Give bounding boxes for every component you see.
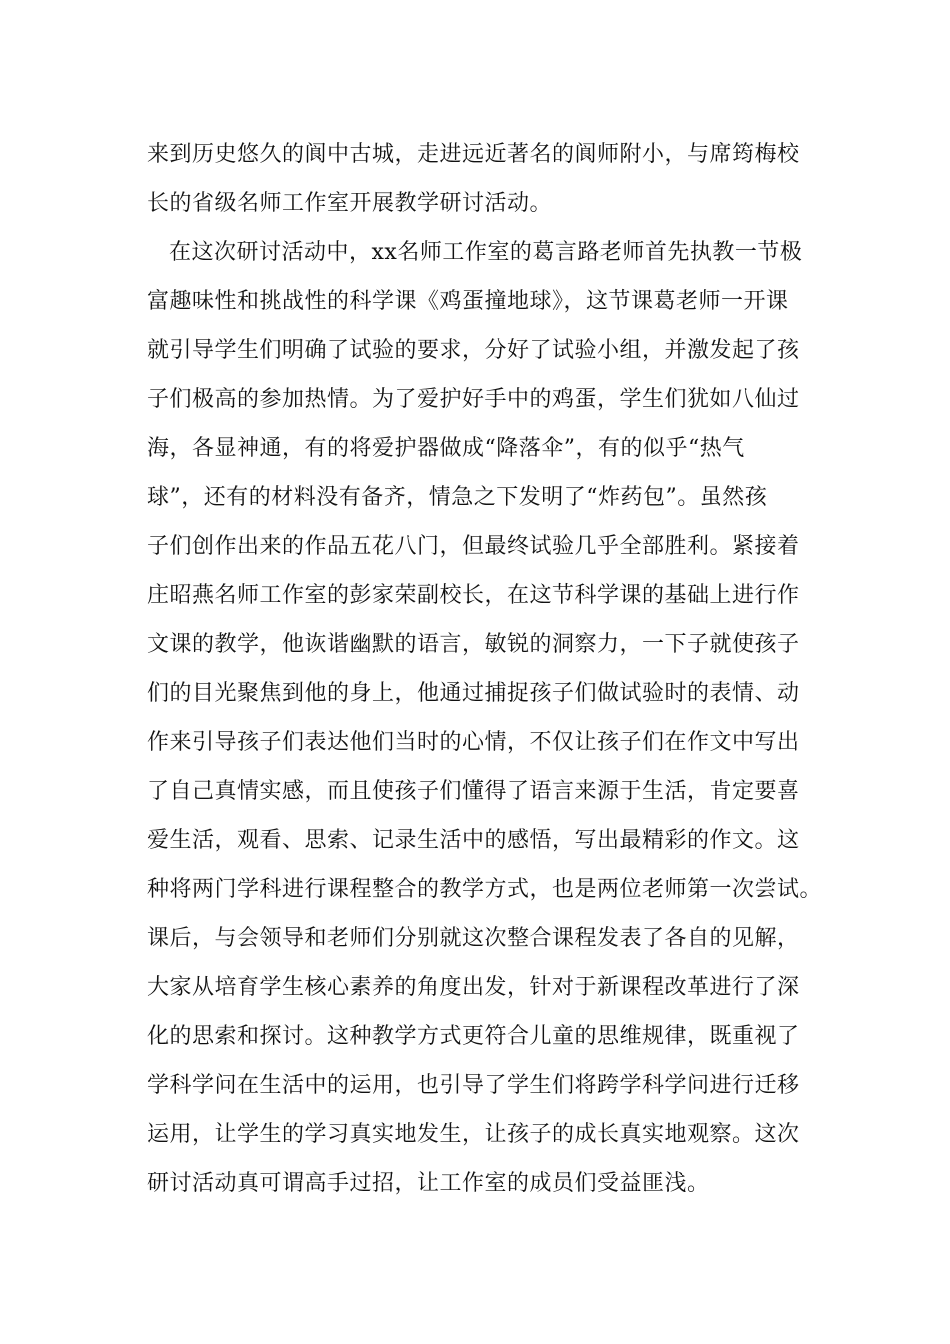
text-line: 来到历史悠久的阆中古城，走进远近著名的阆师附小，与席筠梅校 [147, 142, 800, 167]
text-line: 大家从培育学生核心素养的角度出发，针对于新课程改革进行了深 [147, 975, 800, 1000]
text-line: 球”，还有的材料没有备齐，情急之下发明了“炸药包”。虽然孩 [147, 485, 768, 510]
text-line: 富趣味性和挑战性的科学课《鸡蛋撞地球》，这节课葛老师一开课 [147, 289, 789, 314]
text-line: 海，各显神通，有的将爱护器做成“降落伞”，有的似乎“热气 [147, 436, 745, 461]
text-line: 研讨活动真可谓高手过招，让工作室的成员们受益匪浅。 [147, 1171, 710, 1196]
paragraph-start-line: 在这次研讨活动中，xx名师工作室的葛言路老师首先执教一节极 [169, 240, 803, 265]
text-line: 子们极高的参加热情。为了爱护好手中的鸡蛋，学生们犹如八仙过 [147, 387, 800, 412]
text-line: 运用，让学生的学习真实地发生，让孩子的成长真实地观察。这次 [147, 1122, 800, 1147]
text-line: 了自己真情实感，而且使孩子们懂得了语言来源于生活，肯定要喜 [147, 779, 800, 804]
text-line: 文课的教学，他诙谐幽默的语言，敏锐的洞察力，一下子就使孩子 [147, 632, 800, 657]
text-line: 长的省级名师工作室开展教学研讨活动。 [147, 191, 553, 216]
text-line: 们的目光聚焦到他的身上，他通过捕捉孩子们做试验时的表情、动 [147, 681, 800, 706]
text-line: 化的思索和探讨。这种教学方式更符合儿童的思维规律，既重视了 [147, 1024, 800, 1049]
text-line: 种将两门学科进行课程整合的教学方式，也是两位老师第一次尝试。 [147, 877, 823, 902]
text-line: 就引导学生们明确了试验的要求，分好了试验小组，并激发起了孩 [147, 338, 800, 363]
text-line: 学科学问在生活中的运用，也引导了学生们将跨学科学问进行迁移 [147, 1073, 800, 1098]
text-line: 庄昭燕名师工作室的彭家荣副校长，在这节科学课的基础上进行作 [147, 583, 800, 608]
text-line: 子们创作出来的作品五花八门，但最终试验几乎全部胜利。紧接着 [147, 534, 800, 559]
text-line: 课后，与会领导和老师们分别就这次整合课程发表了各自的见解， [147, 926, 800, 951]
text-line: 作来引导孩子们表达他们当时的心情，不仅让孩子们在作文中写出 [147, 730, 800, 755]
text-line: 爱生活，观看、思索、记录生活中的感悟，写出最精彩的作文。这 [147, 828, 800, 853]
body-text [147, 130, 847, 1208]
